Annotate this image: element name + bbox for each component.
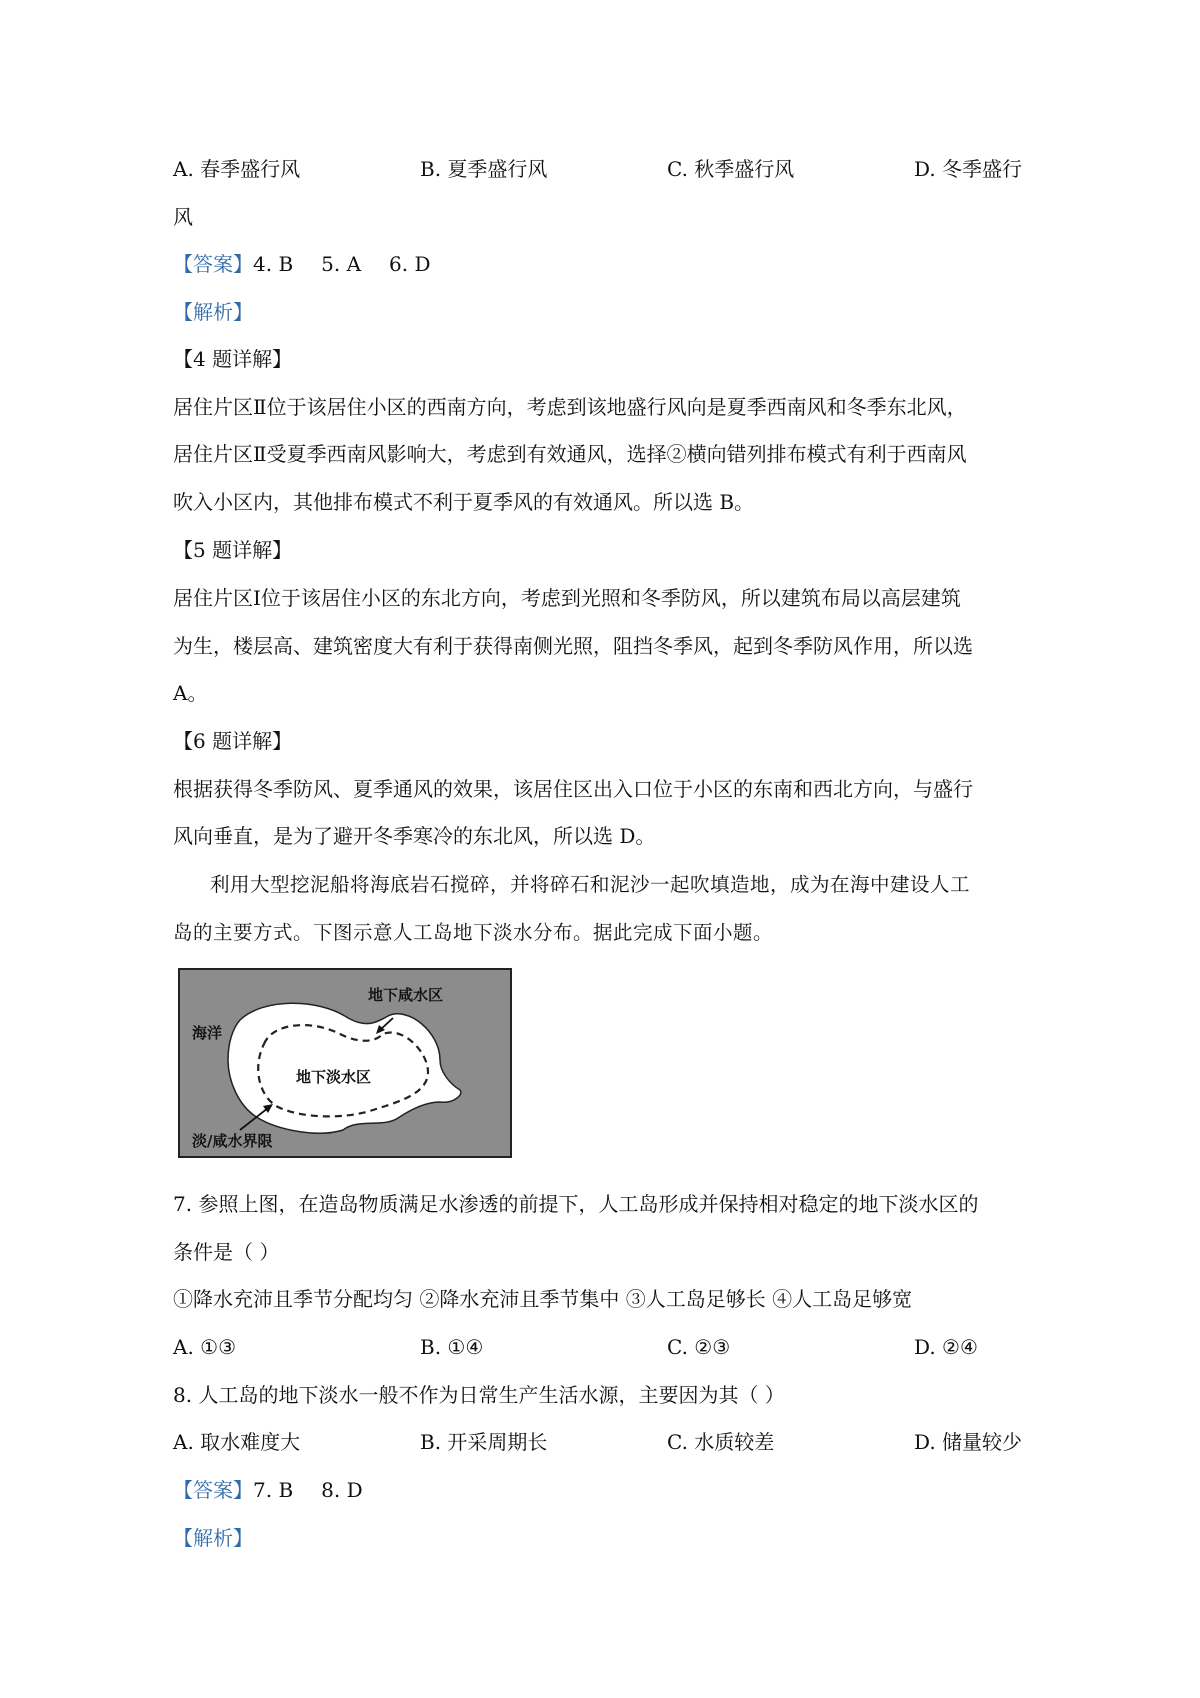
artificial-island-figure (178, 968, 512, 1158)
q7-stem-line: 7. 参照上图，在造岛物质满足水渗透的前提下，人工岛形成并保持相对稳定的地下淡水区的 (173, 1192, 979, 1216)
q4-detail-line: 居住片区Ⅱ位于该居住小区的西南方向，考虑到该地盛行风向是夏季西南风和冬季东北风， (173, 395, 967, 419)
q6-detail-heading: 【6 题详解】 (173, 729, 293, 753)
q5-detail-line: 为生，楼层高、建筑密度大有利于获得南侧光照，阻挡冬季风，起到冬季防风作用，所以选 (173, 634, 973, 658)
answer-item: 5. A (321, 252, 362, 276)
fresh-water-label: 地下淡水区 (296, 1068, 372, 1086)
answer-item: 6. D (389, 252, 431, 276)
q7-option-b: B. ①④ (420, 1335, 484, 1359)
answer-item: 4. B (253, 252, 294, 276)
q8-option-a: A. 取水难度大 (173, 1430, 301, 1454)
analysis-tag: 【解析】 (173, 1526, 253, 1550)
answer-item: 8. D (321, 1478, 363, 1502)
answer-block-2 (173, 1476, 391, 1504)
intro-line: 岛的主要方式。下图示意人工岛地下淡水分布。据此完成下面小题。 (173, 921, 774, 944)
q8-option-c: C. 水质较差 (667, 1430, 775, 1454)
q6-option-d: D. 冬季盛行 (914, 157, 1023, 181)
answer-item: 7. B (253, 1478, 294, 1502)
q7-stem-line: 条件是（ ） (173, 1240, 280, 1264)
answer-tag: 【答案】 (173, 1478, 253, 1502)
q4-detail-line: 居住片区Ⅱ受夏季西南风影响大，考虑到有效通风，选择②横向错列排布模式有利于西南风 (173, 442, 967, 466)
q8-option-b: B. 开采周期长 (420, 1430, 548, 1454)
q7-option-c: C. ②③ (667, 1335, 731, 1359)
q6-option-b: B. 夏季盛行风 (420, 157, 548, 181)
q8-stem: 8. 人工岛的地下淡水一般不作为日常生产生活水源，主要因为其（ ） (173, 1383, 785, 1407)
q6-option-c: C. 秋季盛行风 (667, 157, 795, 181)
q8-option-d: D. 储量较少 (914, 1430, 1023, 1454)
q7-conditions: ①降水充沛且季节分配均匀 ②降水充沛且季节集中 ③人工岛足够长 ④人工岛足够宽 (173, 1287, 913, 1311)
q6-option-d-wrap: 风 (173, 205, 193, 229)
q5-detail-heading: 【5 题详解】 (173, 538, 293, 562)
q4-detail-heading: 【4 题详解】 (173, 347, 293, 371)
q6-option-a: A. 春季盛行风 (173, 157, 301, 181)
answer-tag: 【答案】 (173, 252, 253, 276)
ocean-label: 海洋 (192, 1024, 223, 1042)
intro-line: 利用大型挖泥船将海底岩石搅碎，并将碎石和泥沙一起吹填造地，成为在海中建设人工 (210, 873, 971, 896)
analysis-tag: 【解析】 (173, 300, 253, 324)
q6-detail-line: 风向垂直，是为了避开冬季寒冷的东北风，所以选 D。 (173, 824, 656, 848)
boundary-label: 淡/咸水界限 (192, 1132, 273, 1150)
q5-detail-line: A。 (173, 681, 208, 705)
salt-water-label: 地下咸水区 (368, 986, 444, 1004)
q7-option-a: A. ①③ (173, 1335, 237, 1359)
q5-detail-line: 居住片区Ⅰ位于该居住小区的东北方向，考虑到光照和冬季防风，所以建筑布局以高层建筑 (173, 586, 961, 610)
answer-block-1 (173, 250, 459, 278)
q6-detail-line: 根据获得冬季防风、夏季通风的效果，该居住区出入口位于小区的东南和西北方向，与盛行 (173, 777, 973, 801)
island-map (178, 968, 512, 1158)
q7-option-d: D. ②④ (914, 1335, 978, 1359)
q4-detail-line: 吹入小区内，其他排布模式不利于夏季风的有效通风。所以选 B。 (173, 490, 755, 514)
